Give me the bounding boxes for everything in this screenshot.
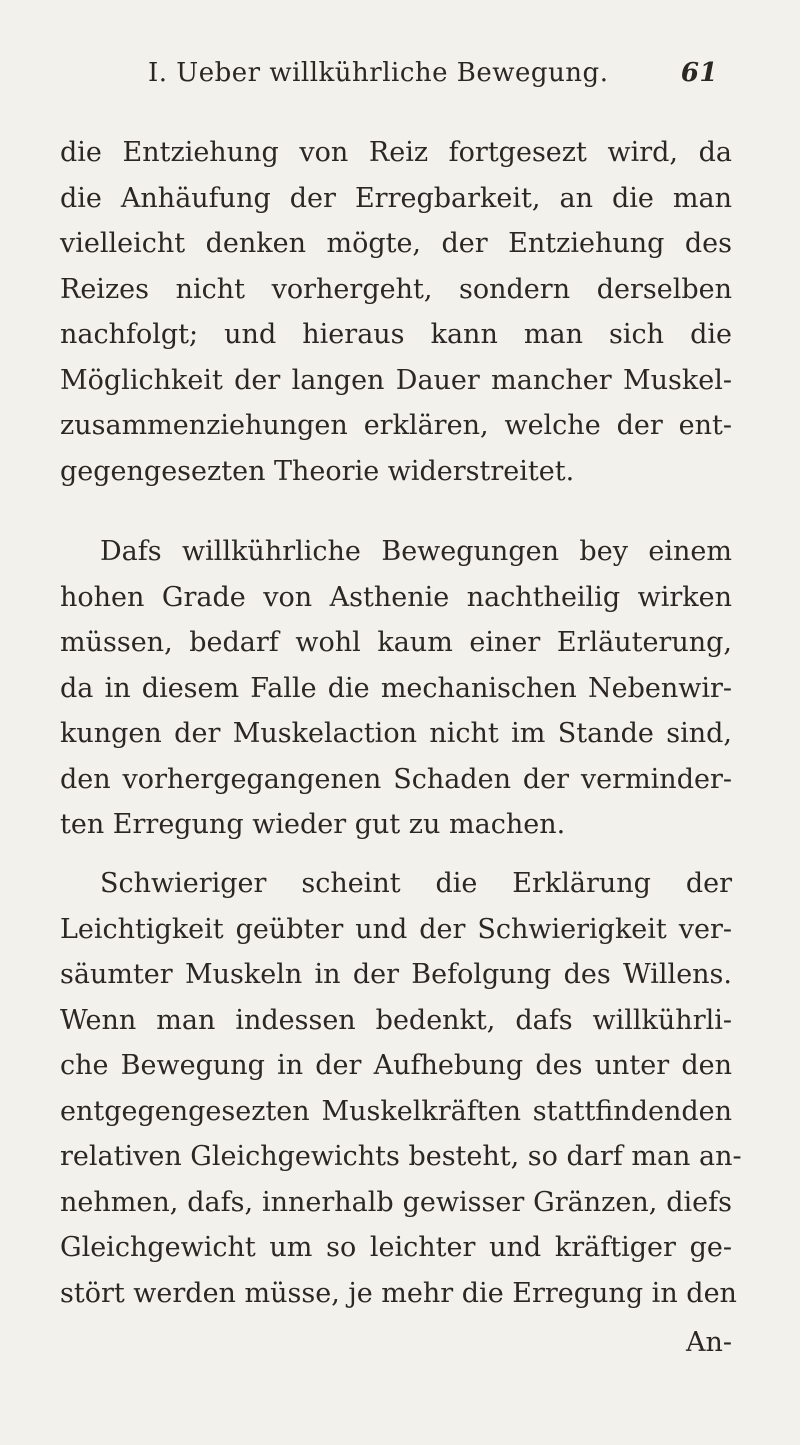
- text-line: da in diesem Falle die mechanischen Nebenwir-: [60, 672, 732, 704]
- text-line: müssen, bedarf wohl kaum einer Erläuterung,: [60, 627, 732, 658]
- paragraph-1: [60, 130, 732, 494]
- text-line: gegengesezten Theorie widerstreitet.: [60, 455, 575, 487]
- paragraph-3: [60, 861, 742, 1316]
- text-line: die Entziehung von Reiz fortgesezt wird, da: [60, 137, 732, 168]
- text-line: nehmen, dafs, innerhalb gewisser Gränzen, diefs: [60, 1186, 732, 1218]
- text-line: Leichtigkeit geübter und der Schwierigkeit ver-: [60, 913, 732, 945]
- text-line: zusammenziehungen erklären, welche der ent-: [60, 410, 732, 441]
- text-line: entgegengesezten Muskelkräften stattfindenden: [60, 1095, 732, 1127]
- text-line: hohen Grade von Asthenie nachtheilig wirken: [60, 581, 732, 613]
- catchword: An-: [685, 1327, 732, 1358]
- text-line: den vorhergegangenen Schaden der verminder-: [60, 763, 732, 795]
- text-line: Reizes nicht vorhergeht, sondern derselben: [60, 273, 732, 305]
- text-line: die Anhäufung der Erregbarkeit, an die man: [60, 182, 732, 214]
- text-line: säumter Muskeln in der Befolgung des Willens.: [60, 959, 732, 990]
- page-number: 61: [680, 58, 718, 88]
- text-line: vielleicht denken mögte, der Entziehung des: [60, 228, 732, 259]
- text-line: relativen Gleichgewichts besteht, so darf man an-: [60, 1141, 742, 1172]
- chapter-heading: I. Ueber willkührliche Bewegung.: [148, 58, 609, 88]
- paragraph-2: [60, 529, 732, 848]
- text-line: Möglichkeit der langen Dauer mancher Muskel-: [60, 364, 732, 396]
- text-line: Wenn man indessen bedenkt, dafs willkührli-: [60, 1004, 732, 1036]
- text-line: che Bewegung in der Aufhebung des unter den: [60, 1050, 732, 1081]
- text-line: ten Erregung wieder gut zu machen.: [60, 809, 566, 840]
- text-line: Dafs willkührliche Bewegungen bey einem: [100, 536, 732, 567]
- text-line: kungen der Muskelaction nicht im Stande sind,: [60, 718, 732, 749]
- text-line: Schwieriger scheint die Erklärung der: [100, 868, 732, 899]
- text-line: stört werden müsse, je mehr die Erregung in den: [60, 1277, 737, 1309]
- text-line: Gleichgewicht um so leichter und kräftiger ge-: [60, 1232, 732, 1263]
- text-line: nachfolgt; und hieraus kann man sich die: [60, 319, 732, 350]
